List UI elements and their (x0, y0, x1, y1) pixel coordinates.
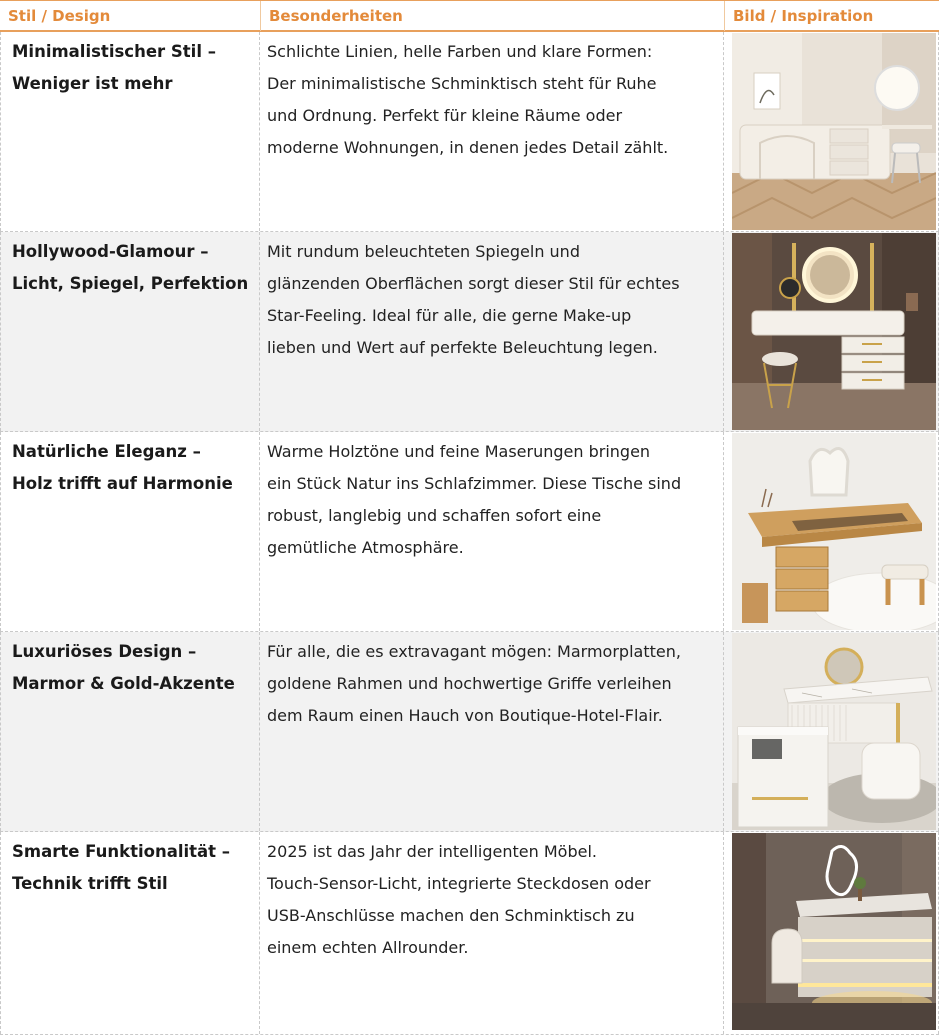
description-cell (260, 432, 724, 631)
description-cell (260, 32, 724, 231)
style-subtitle-line: Weniger ist mehr (12, 74, 173, 93)
vanity-photo-hollywood (732, 233, 936, 430)
description-line: Mit rundum beleuchteten Spiegeln und (267, 242, 580, 261)
image-cell (724, 432, 939, 631)
description-line: dem Raum einen Hauch von Boutique-Hotel-Flair. (267, 706, 663, 725)
style-title-cell (0, 232, 260, 431)
header-features: Besonderheiten (260, 1, 724, 31)
description-line: ein Stück Natur ins Schlafzimmer. Diese Tische sind (267, 474, 682, 493)
style-title-cell (0, 632, 260, 831)
description-line: Der minimalistische Schminktisch steht für Ruhe (267, 74, 657, 93)
description-line: und Ordnung. Perfekt für kleine Räume oder (267, 106, 623, 125)
table-row (0, 32, 939, 232)
style-title-line: Smarte Funktionalität – (12, 842, 231, 861)
description-line: Schlichte Linien, helle Farben und klare Formen: (267, 42, 653, 61)
description-cell (260, 632, 724, 831)
description-line: Star-Feeling. Ideal für alle, die gerne Make-up (267, 306, 632, 325)
description-line: USB-Anschlüsse machen den Schminktisch zu (267, 906, 635, 925)
style-title-line: Minimalistischer Stil – (12, 42, 216, 61)
style-subtitle-line: Holz trifft auf Harmonie (12, 474, 233, 493)
description-cell (260, 832, 724, 1034)
style-title-line: Natürliche Eleganz – (12, 442, 201, 461)
image-cell (724, 32, 939, 231)
style-title-cell (0, 32, 260, 231)
table-header (0, 0, 939, 32)
table-row (0, 632, 939, 832)
vanity-photo-wood (732, 433, 936, 630)
style-title-cell (0, 432, 260, 631)
style-subtitle-line: Marmor & Gold-Akzente (12, 674, 235, 693)
image-cell (724, 632, 939, 831)
image-cell (724, 832, 939, 1034)
header-image-inspiration: Bild / Inspiration (724, 1, 939, 31)
description-line: Touch-Sensor-Licht, integrierte Steckdosen oder (267, 874, 651, 893)
style-title-line: Hollywood-Glamour – (12, 242, 209, 261)
description-line: Warme Holztöne und feine Maserungen bringen (267, 442, 651, 461)
vanity-photo-luxury (732, 633, 936, 830)
style-title-line: Luxuriöses Design – (12, 642, 197, 661)
header-style-design: Stil / Design (8, 7, 111, 25)
table-row (0, 432, 939, 632)
image-cell (724, 232, 939, 431)
description-line: goldene Rahmen und hochwertige Griffe verleihen (267, 674, 672, 693)
table-row (0, 832, 939, 1035)
table-row (0, 232, 939, 432)
style-subtitle-line: Technik trifft Stil (12, 874, 168, 893)
description-line: Für alle, die es extravagant mögen: Marmorplatten, (267, 642, 681, 661)
style-subtitle-line: Licht, Spiegel, Perfektion (12, 274, 249, 293)
vanity-photo-minimalist (732, 33, 936, 230)
description-line: einem echten Allrounder. (267, 938, 469, 957)
description-line: lieben und Wert auf perfekte Beleuchtung legen. (267, 338, 658, 357)
style-title-cell (0, 832, 260, 1034)
description-line: gemütliche Atmosphäre. (267, 538, 464, 557)
description-line: glänzenden Oberflächen sorgt dieser Stil für echtes (267, 274, 680, 293)
description-line: 2025 ist das Jahr der intelligenten Möbel. (267, 842, 597, 861)
description-cell (260, 232, 724, 431)
description-line: robust, langlebig und schaffen sofort eine (267, 506, 602, 525)
description-line: moderne Wohnungen, in denen jedes Detail zählt. (267, 138, 669, 157)
vanity-photo-smart (732, 833, 936, 1030)
